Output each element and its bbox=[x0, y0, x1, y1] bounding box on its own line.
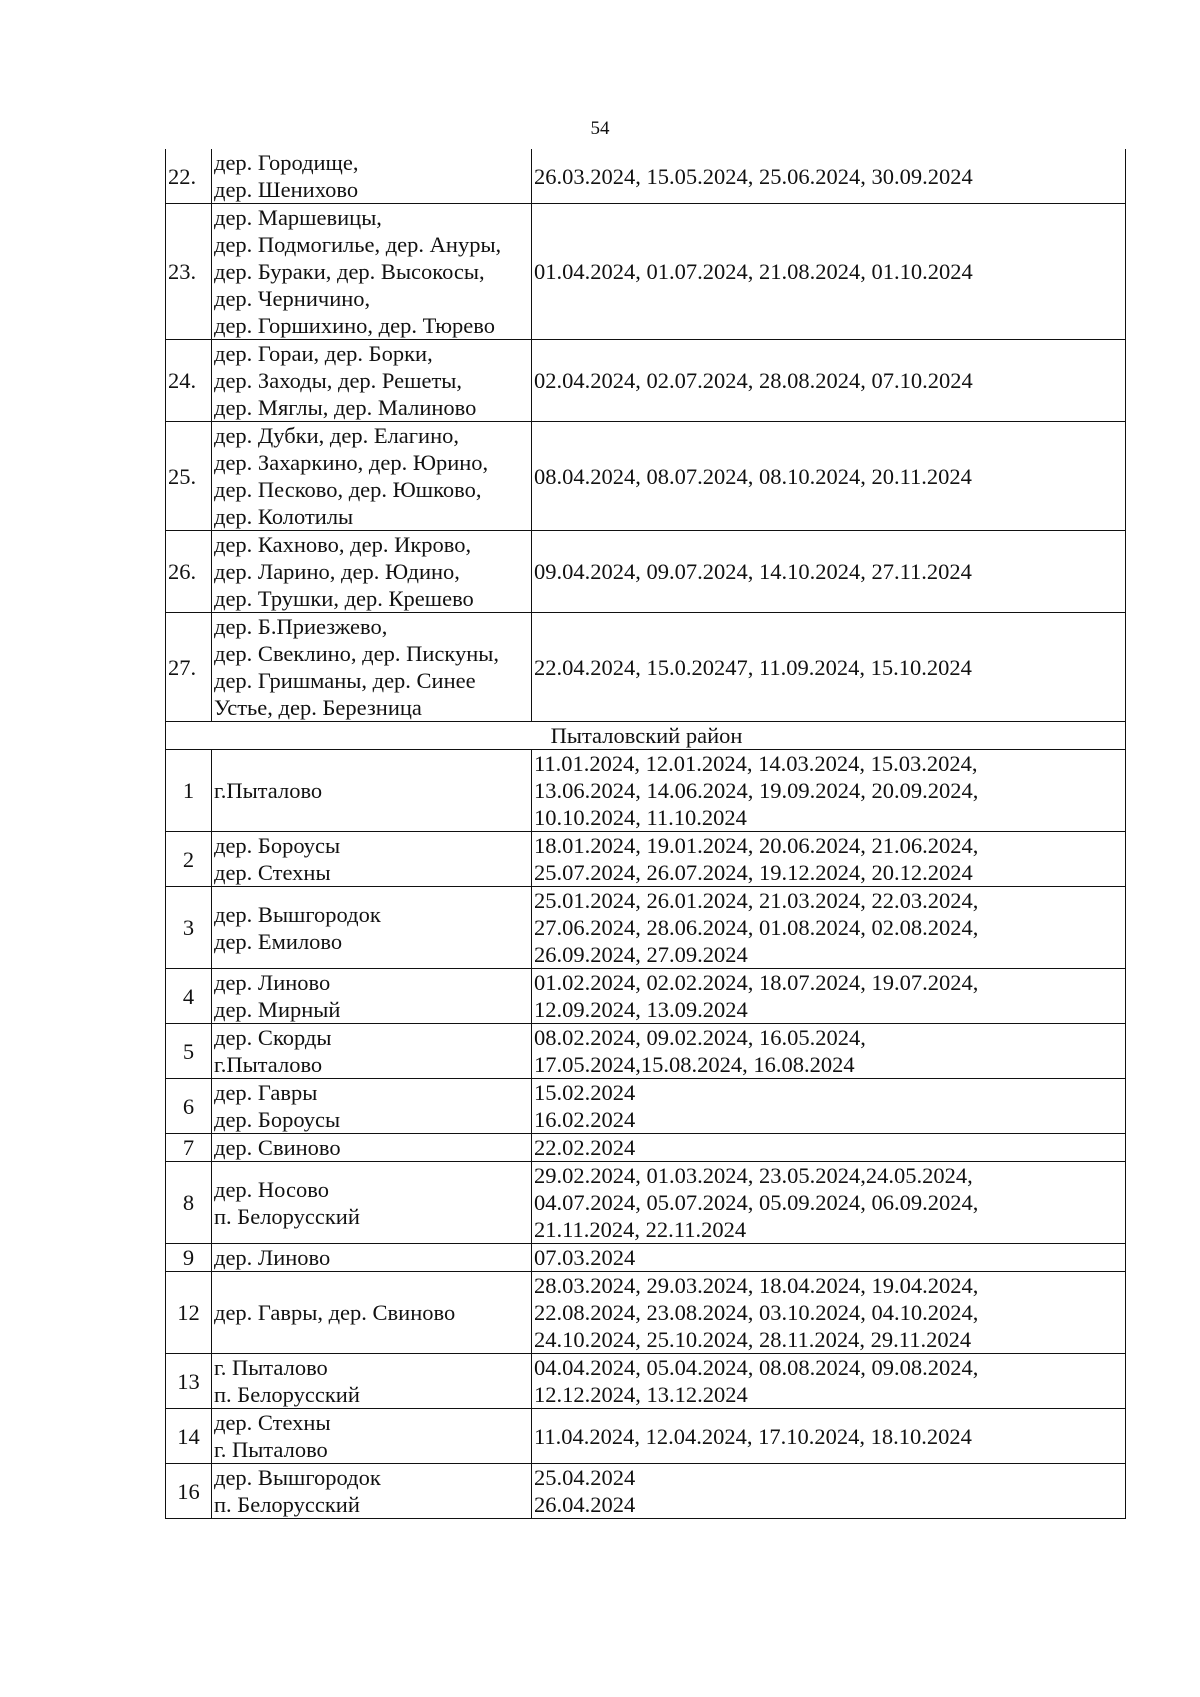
row-number: 9 bbox=[166, 1244, 212, 1272]
row-locations: дер. Линово bbox=[212, 1244, 532, 1272]
table-row bbox=[166, 340, 1126, 422]
row-locations: г.Пыталово bbox=[212, 750, 532, 832]
row-locations: дер. Гавры дер. Бороусы bbox=[212, 1079, 532, 1134]
row-number: 23. bbox=[166, 204, 212, 340]
row-dates: 29.02.2024, 01.03.2024, 23.05.2024,24.05.2024, 04.07.2024, 05.07.2024, 05.09.2024, 06.09.2024, 21.11.2024, 22.11.2024 bbox=[532, 1162, 1126, 1244]
row-locations: дер. Гораи, дер. Борки, дер. Заходы, дер. Решеты, дер. Мяглы, дер. Малиново bbox=[212, 340, 532, 422]
table-row bbox=[166, 204, 1126, 340]
table-row bbox=[166, 613, 1126, 722]
table-row bbox=[166, 1079, 1126, 1134]
table-row bbox=[166, 1272, 1126, 1354]
row-locations: дер. Кахново, дер. Икрово, дер. Ларино, дер. Юдино, дер. Трушки, дер. Крешево bbox=[212, 531, 532, 613]
row-dates: 07.03.2024 bbox=[532, 1244, 1126, 1272]
table-row bbox=[166, 1464, 1126, 1519]
row-number: 13 bbox=[166, 1354, 212, 1409]
row-dates: 11.01.2024, 12.01.2024, 14.03.2024, 15.03.2024, 13.06.2024, 14.06.2024, 19.09.2024, 20.09.2024, 10.10.2024, 11.10.2024 bbox=[532, 750, 1126, 832]
table-row bbox=[166, 149, 1126, 204]
row-dates: 02.04.2024, 02.07.2024, 28.08.2024, 07.10.2024 bbox=[532, 340, 1126, 422]
row-dates: 25.01.2024, 26.01.2024, 21.03.2024, 22.03.2024, 27.06.2024, 28.06.2024, 01.08.2024, 02.08.2024, 26.09.2024, 27.09.2024 bbox=[532, 887, 1126, 969]
row-dates: 08.02.2024, 09.02.2024, 16.05.2024, 17.05.2024,15.08.2024, 16.08.2024 bbox=[532, 1024, 1126, 1079]
row-number: 5 bbox=[166, 1024, 212, 1079]
row-number: 3 bbox=[166, 887, 212, 969]
row-number: 22. bbox=[166, 149, 212, 204]
row-locations: дер. Скорды г.Пыталово bbox=[212, 1024, 532, 1079]
row-locations: г. Пыталово п. Белорусский bbox=[212, 1354, 532, 1409]
row-number: 27. bbox=[166, 613, 212, 722]
table-row bbox=[166, 832, 1126, 887]
table-row bbox=[166, 1409, 1126, 1464]
row-dates: 09.04.2024, 09.07.2024, 14.10.2024, 27.11.2024 bbox=[532, 531, 1126, 613]
row-number: 7 bbox=[166, 1134, 212, 1162]
table-row bbox=[166, 969, 1126, 1024]
table-row bbox=[166, 1244, 1126, 1272]
row-number: 4 bbox=[166, 969, 212, 1024]
table-row bbox=[166, 1134, 1126, 1162]
row-locations: дер. Носово п. Белорусский bbox=[212, 1162, 532, 1244]
section-title: Пыталовский район bbox=[166, 722, 1126, 750]
row-number: 8 bbox=[166, 1162, 212, 1244]
row-number: 25. bbox=[166, 422, 212, 531]
row-locations: дер. Вышгородок п. Белорусский bbox=[212, 1464, 532, 1519]
row-number: 14 bbox=[166, 1409, 212, 1464]
table-row bbox=[166, 1354, 1126, 1409]
row-number: 1 bbox=[166, 750, 212, 832]
row-locations: дер. Дубки, дер. Елагино, дер. Захаркино, дер. Юрино, дер. Песково, дер. Юшково, дер. Колотилы bbox=[212, 422, 532, 531]
row-number: 6 bbox=[166, 1079, 212, 1134]
row-locations: дер. Б.Приезжево, дер. Свеклино, дер. Пискуны, дер. Гришманы, дер. Синее Устье, дер. Березница bbox=[212, 613, 532, 722]
row-number: 12 bbox=[166, 1272, 212, 1354]
row-number: 16 bbox=[166, 1464, 212, 1519]
row-dates: 26.03.2024, 15.05.2024, 25.06.2024, 30.09.2024 bbox=[532, 149, 1126, 204]
row-dates: 08.04.2024, 08.07.2024, 08.10.2024, 20.11.2024 bbox=[532, 422, 1126, 531]
schedule-table bbox=[165, 149, 1126, 1519]
row-dates: 11.04.2024, 12.04.2024, 17.10.2024, 18.10.2024 bbox=[532, 1409, 1126, 1464]
table-row bbox=[166, 531, 1126, 613]
row-number: 2 bbox=[166, 832, 212, 887]
row-locations: дер. Вышгородок дер. Емилово bbox=[212, 887, 532, 969]
row-locations: дер. Городище, дер. Шенихово bbox=[212, 149, 532, 204]
row-locations: дер. Гавры, дер. Свиново bbox=[212, 1272, 532, 1354]
row-number: 24. bbox=[166, 340, 212, 422]
row-number: 26. bbox=[166, 531, 212, 613]
row-dates: 18.01.2024, 19.01.2024, 20.06.2024, 21.06.2024, 25.07.2024, 26.07.2024, 19.12.2024, 20.12.2024 bbox=[532, 832, 1126, 887]
row-locations: дер. Стехны г. Пыталово bbox=[212, 1409, 532, 1464]
row-locations: дер. Линово дер. Мирный bbox=[212, 969, 532, 1024]
table-row bbox=[166, 1162, 1126, 1244]
table-row bbox=[166, 750, 1126, 832]
row-locations: дер. Свиново bbox=[212, 1134, 532, 1162]
row-dates: 04.04.2024, 05.04.2024, 08.08.2024, 09.08.2024, 12.12.2024, 13.12.2024 bbox=[532, 1354, 1126, 1409]
row-dates: 22.02.2024 bbox=[532, 1134, 1126, 1162]
row-locations: дер. Маршевицы, дер. Подмогилье, дер. Ануры, дер. Бураки, дер. Высокосы, дер. Черничино, дер. Горшихино, дер. Тюрево bbox=[212, 204, 532, 340]
row-dates: 01.04.2024, 01.07.2024, 21.08.2024, 01.10.2024 bbox=[532, 204, 1126, 340]
row-dates: 25.04.2024 26.04.2024 bbox=[532, 1464, 1126, 1519]
row-dates: 28.03.2024, 29.03.2024, 18.04.2024, 19.04.2024, 22.08.2024, 23.08.2024, 03.10.2024, 04.10.2024, 24.10.2024, 25.10.2024, 28.11.2024, 29.11.2024 bbox=[532, 1272, 1126, 1354]
row-dates: 22.04.2024, 15.0.20247, 11.09.2024, 15.10.2024 bbox=[532, 613, 1126, 722]
row-locations: дер. Бороусы дер. Стехны bbox=[212, 832, 532, 887]
table-row bbox=[166, 1024, 1126, 1079]
table-row bbox=[166, 887, 1126, 969]
section-row bbox=[166, 722, 1126, 750]
page-number: 54 bbox=[590, 118, 610, 139]
row-dates: 15.02.2024 16.02.2024 bbox=[532, 1079, 1126, 1134]
row-dates: 01.02.2024, 02.02.2024, 18.07.2024, 19.07.2024, 12.09.2024, 13.09.2024 bbox=[532, 969, 1126, 1024]
table-row bbox=[166, 422, 1126, 531]
